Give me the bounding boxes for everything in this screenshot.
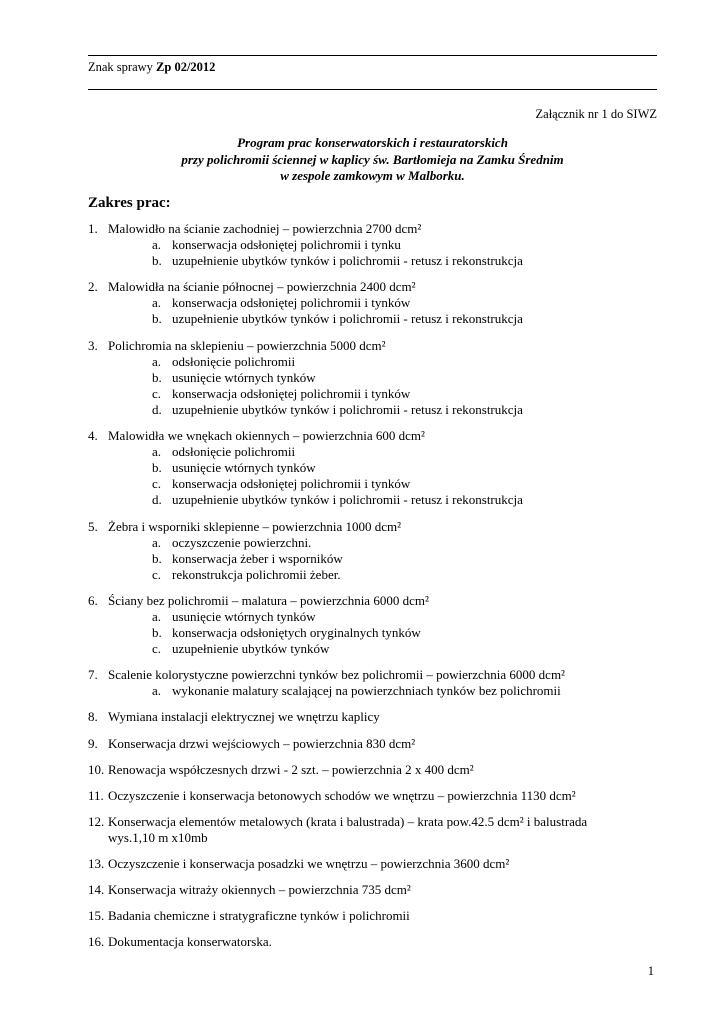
sub-item-letter: b. — [152, 253, 162, 269]
list-item-number: 12. — [88, 813, 105, 829]
case-label: Znak sprawy — [88, 60, 153, 74]
list-item-heading — [88, 279, 688, 295]
list-item-text: Konserwacja witraży okiennych – powierzchnia 735 dcm² — [108, 882, 411, 898]
list-item-number: 1. — [88, 221, 98, 236]
list-item-heading — [88, 667, 688, 683]
list-item-text: Polichromia na sklepieniu – powierzchnia 5000 dcm² — [108, 337, 386, 353]
list-item-number: 15. — [88, 908, 105, 924]
sub-item-letter: a. — [152, 353, 162, 369]
sub-item-text: odsłonięcie polichromii — [172, 353, 296, 369]
sub-item-text: konserwacja odsłoniętej polichromii i tynków — [172, 295, 411, 311]
sub-item-text: uzupełnienie ubytków tynków i polichromii - retusz i rekonstrukcja — [172, 253, 523, 269]
sub-item — [88, 253, 688, 269]
list-item — [88, 736, 688, 752]
section-heading: Zakres prac: — [88, 195, 171, 211]
list-item-text-continued: wys.1,10 m x10mb — [108, 829, 208, 845]
sub-item — [88, 567, 688, 583]
list-item-heading — [88, 882, 688, 898]
list-item — [88, 762, 688, 778]
document-title — [88, 135, 657, 185]
sub-item — [88, 551, 688, 567]
sub-item — [88, 492, 688, 508]
list-item-heading — [88, 788, 688, 804]
list-item-text: Malowidło na ścianie zachodniej – powierzchnia 2700 dcm² — [108, 221, 422, 236]
sub-item-letter: d. — [152, 492, 162, 508]
sub-item — [88, 386, 688, 402]
list-item — [88, 667, 688, 699]
sub-item-letter: a. — [152, 608, 162, 624]
list-item — [88, 934, 688, 950]
list-item-number: 3. — [88, 337, 98, 353]
list-item-text: Malowidła na ścianie północnej – powierzchnia 2400 dcm² — [108, 279, 416, 295]
sub-item-text: konserwacja żeber i wsporników — [172, 550, 343, 566]
sub-item-letter: a. — [152, 444, 162, 460]
list-item — [88, 882, 688, 898]
list-item — [88, 428, 688, 508]
list-item-text: Renowacja współczesnych drzwi - 2 szt. – powierzchnia 2 x 400 dcm² — [108, 761, 474, 777]
page-number: 1 — [647, 964, 654, 978]
list-item-text: Scalenie kolorystyczne powierzchni tynków bez polichromii – powierzchnia 6000 dcm² — [108, 667, 565, 683]
list-item-heading — [88, 428, 688, 444]
sub-item-text: uzupełnienie ubytków tynków i polichromii - retusz i rekonstrukcja — [172, 311, 523, 327]
list-item-number: 14. — [88, 882, 105, 898]
sub-item — [88, 476, 688, 492]
list-item — [88, 908, 688, 924]
list-item-number: 8. — [88, 709, 98, 725]
list-item-heading — [88, 762, 688, 778]
attachment-label: Załącznik nr 1 do SIWZ — [535, 107, 657, 121]
list-item-heading — [88, 934, 688, 950]
sub-item-letter: b. — [152, 311, 162, 327]
sub-item-letter: d. — [152, 401, 162, 417]
list-item-heading — [88, 338, 688, 354]
list-item-text: Dokumentacja konserwatorska. — [108, 934, 272, 950]
sub-item-letter: b. — [152, 369, 162, 385]
sub-item-letter: c. — [152, 385, 162, 401]
case-number: Zp 02/2012 — [156, 60, 216, 74]
header-rule — [88, 89, 657, 90]
list-item-number: 13. — [88, 856, 105, 871]
sub-item — [88, 609, 688, 625]
case-reference — [88, 60, 215, 75]
sub-item-letter: c. — [152, 641, 162, 657]
sub-item-text: uzupełnienie ubytków tynków i polichromii - retusz i rekonstrukcja — [172, 492, 523, 508]
sub-item-text: oczyszczenie powierzchni. — [172, 534, 312, 550]
list-item-text: Oczyszczenie i konserwacja posadzki we wnętrzu – powierzchnia 3600 dcm² — [108, 856, 510, 871]
list-item — [88, 856, 688, 872]
sub-item-text: odsłonięcie polichromii — [172, 444, 296, 460]
list-item-text: Oczyszczenie i konserwacja betonowych schodów we wnętrzu – powierzchnia 1130 dcm² — [108, 787, 576, 803]
list-item — [88, 709, 688, 725]
list-item-text: Konserwacja elementów metalowych (krata i balustrada) – krata pow.42.5 dcm² i balustrada — [108, 813, 588, 829]
title-line-2: przy polichromii ściennej w kaplicy św. Bartłomieja na Zamku Średnim — [181, 151, 564, 167]
list-item-number: 6. — [88, 592, 98, 608]
sub-item-letter: a. — [152, 295, 162, 311]
sub-item-letter: b. — [152, 550, 162, 566]
list-item-text: Konserwacja drzwi wejściowych – powierzchnia 830 dcm² — [108, 735, 416, 751]
list-item-text: Malowidła we wnękach okiennych – powierzchnia 600 dcm² — [108, 428, 425, 444]
sub-item — [88, 625, 688, 641]
sub-item-letter: c. — [152, 476, 162, 492]
title-line-3: w zespole zamkowym w Malborku. — [280, 168, 465, 183]
sub-item — [88, 444, 688, 460]
sub-item — [88, 237, 688, 253]
sub-item — [88, 683, 688, 699]
sub-item — [88, 641, 688, 657]
list-item-number: 4. — [88, 428, 98, 444]
sub-item-text: konserwacja odsłoniętej polichromii i tynków — [172, 385, 411, 401]
sub-item-text: usunięcie wtórnych tynków — [172, 369, 316, 385]
list-item-heading — [88, 814, 688, 830]
list-item-text: Badania chemiczne i stratygraficzne tynków i polichromii — [108, 908, 410, 924]
sub-item-text: uzupełnienie ubytków tynków i polichromii - retusz i rekonstrukcja — [172, 401, 523, 417]
list-item-number: 7. — [88, 667, 98, 683]
list-item-number: 9. — [88, 735, 98, 751]
list-item-heading — [88, 736, 688, 752]
sub-item — [88, 460, 688, 476]
list-item — [88, 221, 688, 269]
sub-item-text: usunięcie wtórnych tynków — [172, 608, 316, 624]
list-item-heading — [88, 221, 688, 237]
sub-item — [88, 311, 688, 327]
list-item — [88, 279, 688, 327]
list-item-text: Ściany bez polichromii – malatura – powierzchnia 6000 dcm² — [108, 592, 429, 608]
list-item-heading — [88, 519, 688, 535]
sub-item-text: rekonstrukcja polichromii żeber. — [172, 566, 341, 582]
sub-item-text: wykonanie malatury scalającej na powierzchniach tynków bez polichromii — [172, 683, 561, 699]
list-item — [88, 788, 688, 804]
list-item-number: 5. — [88, 518, 98, 534]
list-item-heading — [88, 856, 688, 872]
list-item — [88, 814, 688, 846]
list-item-text: Żebra i wsporniki sklepienne – powierzchnia 1000 dcm² — [108, 518, 402, 534]
sub-item-text: konserwacja odsłoniętych oryginalnych tynków — [172, 625, 421, 641]
list-item-heading — [88, 908, 688, 924]
sub-item-text: uzupełnienie ubytków tynków — [172, 641, 330, 657]
work-scope-list — [88, 221, 688, 960]
sub-item-letter: c. — [152, 566, 162, 582]
sub-item-letter: a. — [152, 683, 162, 699]
title-line-1: Program prac konserwatorskich i restauratorskich — [237, 135, 508, 150]
list-item-number: 10. — [88, 761, 105, 777]
sub-item — [88, 402, 688, 418]
sub-item — [88, 295, 688, 311]
list-item — [88, 593, 688, 657]
list-item-number: 2. — [88, 279, 98, 295]
list-item-heading — [88, 593, 688, 609]
list-item-text: Wymiana instalacji elektrycznej we wnętrzu kaplicy — [108, 709, 380, 725]
top-rule — [88, 55, 657, 56]
sub-item-letter: a. — [152, 237, 162, 253]
sub-item — [88, 535, 688, 551]
sub-item — [88, 370, 688, 386]
list-item-number: 16. — [88, 934, 105, 950]
list-item — [88, 338, 688, 418]
list-item-number: 11. — [88, 787, 104, 803]
sub-item-text: konserwacja odsłoniętej polichromii i tynku — [172, 237, 401, 253]
sub-item-letter: b. — [152, 625, 162, 641]
sub-item-text: usunięcie wtórnych tynków — [172, 460, 316, 476]
sub-item-text: konserwacja odsłoniętej polichromii i tynków — [172, 476, 411, 492]
list-item — [88, 519, 688, 583]
sub-item — [88, 354, 688, 370]
list-item-heading — [88, 709, 688, 725]
sub-item-letter: b. — [152, 460, 162, 476]
sub-item-letter: a. — [152, 534, 162, 550]
